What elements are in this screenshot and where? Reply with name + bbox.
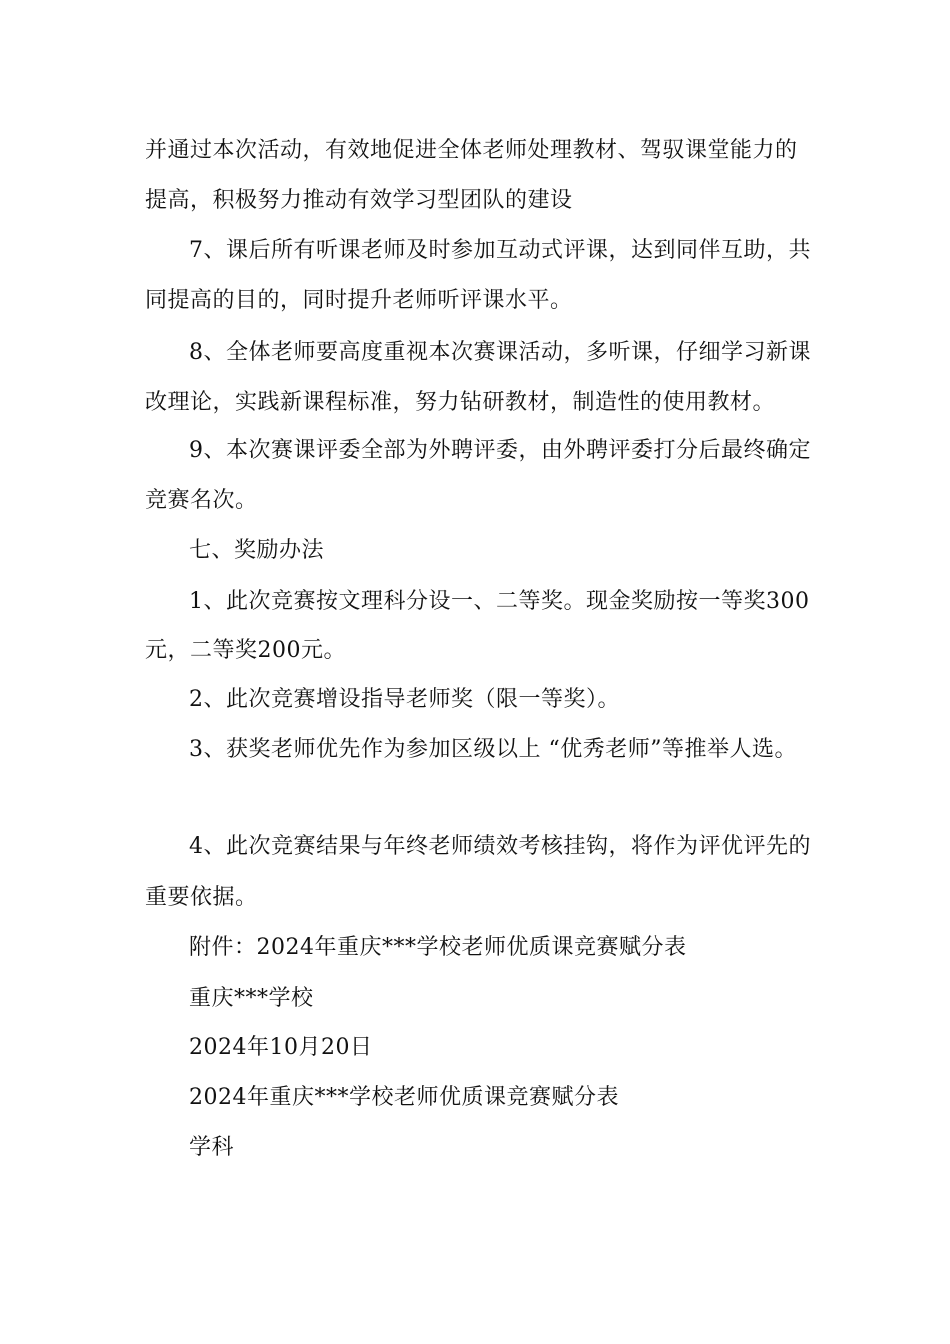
paragraph-line: 竞赛名次。 [145,488,258,513]
paragraph-line: 并通过本次活动，有效地促进全体老师处理教材、驾驭课堂能力的 [145,138,798,163]
reward-item-1: 1、此次竞赛按文理科分设一、二等奖。现金奖励按一等奖300 [189,589,810,614]
paragraph-line: 改理论，实践新课程标准，努力钻研教材，制造性的使用教材。 [145,390,776,415]
list-item-9: 9、本次赛课评委全部为外聘评委，由外聘评委打分后最终确定 [189,438,811,463]
table-title: 2024年重庆***学校老师优质课竞赛赋分表 [189,1085,619,1110]
reward-item-2: 2、此次竞赛增设指导老师奖（限一等奖）。 [189,687,620,712]
paragraph-line: 同提高的目的，同时提升老师听评课水平。 [145,288,573,313]
list-item-7: 7、课后所有听课老师及时参加互动式评课，达到同伴互助，共 [189,238,811,263]
school-name: 重庆***学校 [189,986,314,1011]
list-item-8: 8、全体老师要高度重视本次赛课活动，多听课，仔细学习新课 [189,340,811,365]
document-date: 2024年10月20日 [189,1035,373,1060]
paragraph-line: 提高，积极努力推动有效学习型团队的建设 [145,188,573,213]
attachment-line: 附件：2024年重庆***学校老师优质课竞赛赋分表 [189,935,687,960]
reward-item-4: 4、此次竞赛结果与年终老师绩效考核挂钩，将作为评优评先的 [189,834,811,859]
paragraph-line: 重要依据。 [145,885,258,910]
table-header-subject: 学科 [189,1135,235,1160]
section-heading: 七、奖励办法 [189,538,325,563]
reward-item-3: 3、获奖老师优先作为参加区级以上 “优秀老师”等推举人选。 [189,737,797,762]
paragraph-line: 元，二等奖200元。 [145,638,346,663]
